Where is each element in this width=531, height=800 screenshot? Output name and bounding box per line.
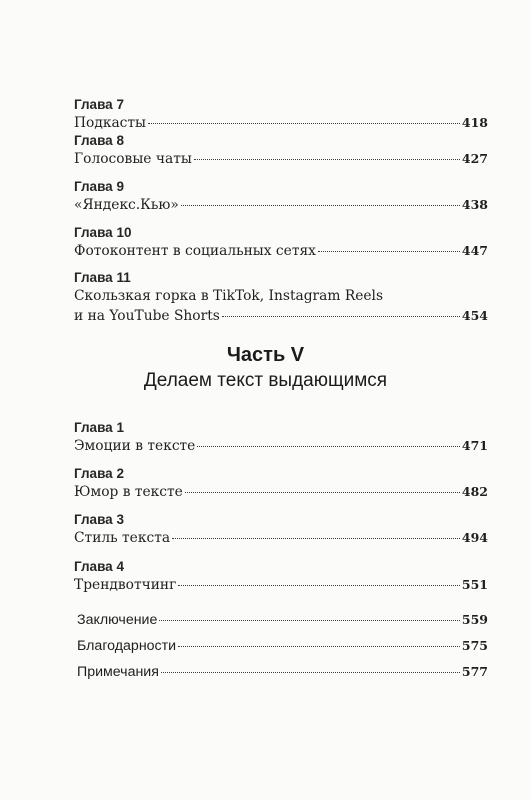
- page-number: 447: [461, 243, 488, 258]
- section-title: Заключение: [77, 612, 158, 628]
- part-label: Часть V: [226, 344, 305, 366]
- chapter-label: Глава 11: [74, 270, 131, 285]
- dot-leader: [172, 538, 460, 539]
- page-number: 494: [461, 530, 488, 545]
- chapter-label: Глава 7: [74, 97, 124, 112]
- chapter-title: Стиль текста: [74, 530, 171, 546]
- dot-leader: [222, 316, 460, 317]
- toc-entry: [77, 662, 488, 682]
- chapter-label: Глава 8: [74, 133, 124, 148]
- toc-line: [74, 482, 488, 502]
- toc-entry: [77, 636, 488, 656]
- toc-line: [74, 528, 488, 548]
- chapter-label: Глава 3: [74, 512, 124, 527]
- toc-line: [74, 306, 488, 326]
- toc-entry: [77, 610, 488, 630]
- part-title: Делаем текст выдающимся: [143, 370, 388, 391]
- page-number: 575: [461, 638, 488, 653]
- toc-entry: [74, 466, 488, 502]
- toc-line: [74, 241, 488, 261]
- chapter-title-line1: Скользкая горка в TikTok, Instagram Reels: [74, 288, 384, 304]
- toc-entry: [74, 512, 488, 548]
- toc-line: [77, 610, 488, 630]
- toc-line: [74, 149, 488, 169]
- chapter-label: Глава 2: [74, 466, 124, 481]
- page-number: 427: [461, 151, 488, 166]
- dot-leader: [194, 159, 460, 160]
- chapter-label: Глава 9: [74, 179, 124, 194]
- dot-leader: [178, 585, 460, 586]
- page-number: 454: [461, 308, 488, 323]
- page-number: 551: [461, 577, 488, 592]
- page-number: 559: [461, 612, 488, 627]
- chapter-title: Подкасты: [74, 115, 147, 131]
- page-number: 438: [461, 197, 488, 212]
- chapter-label: Глава 10: [74, 225, 132, 240]
- chapter-title: Юмор в тексте: [74, 484, 183, 500]
- page-number: 577: [461, 664, 488, 679]
- page-number: 471: [461, 438, 488, 453]
- chapter-title: Эмоции в тексте: [74, 438, 196, 454]
- dot-leader: [318, 251, 460, 252]
- dot-leader: [161, 672, 460, 673]
- chapter-title: Голосовые чаты: [74, 151, 192, 167]
- chapter-title-line2: и на YouTube Shorts: [74, 308, 220, 324]
- toc-line: [74, 195, 488, 215]
- toc-line: [74, 575, 488, 595]
- chapter-title: Трендвотчинг: [74, 577, 177, 593]
- dot-leader: [185, 492, 460, 493]
- dot-leader: [178, 646, 460, 647]
- toc-entry: [74, 225, 488, 261]
- toc-entry: [74, 133, 488, 169]
- toc-line: [77, 636, 488, 656]
- chapter-title: Фотоконтент в социальных сетях: [74, 243, 316, 259]
- page-number: 482: [461, 484, 488, 499]
- toc-entry: [74, 420, 488, 456]
- toc-line: [74, 436, 488, 456]
- page-number: 418: [461, 115, 488, 130]
- toc-entry: [74, 559, 488, 595]
- toc-line: [77, 662, 488, 682]
- chapter-label: Глава 1: [74, 420, 124, 435]
- toc-entry: [74, 97, 488, 133]
- chapter-label: Глава 4: [74, 559, 124, 574]
- dot-leader: [181, 205, 460, 206]
- toc-line: [74, 113, 488, 133]
- section-title: Благодарности: [77, 638, 177, 654]
- chapter-title: «Яндекс.Кью»: [74, 197, 179, 213]
- dot-leader: [159, 620, 460, 621]
- toc-entry: [74, 179, 488, 215]
- dot-leader: [197, 446, 460, 447]
- section-title: Примечания: [77, 664, 159, 680]
- toc-entry: [74, 270, 488, 326]
- dot-leader: [148, 123, 460, 124]
